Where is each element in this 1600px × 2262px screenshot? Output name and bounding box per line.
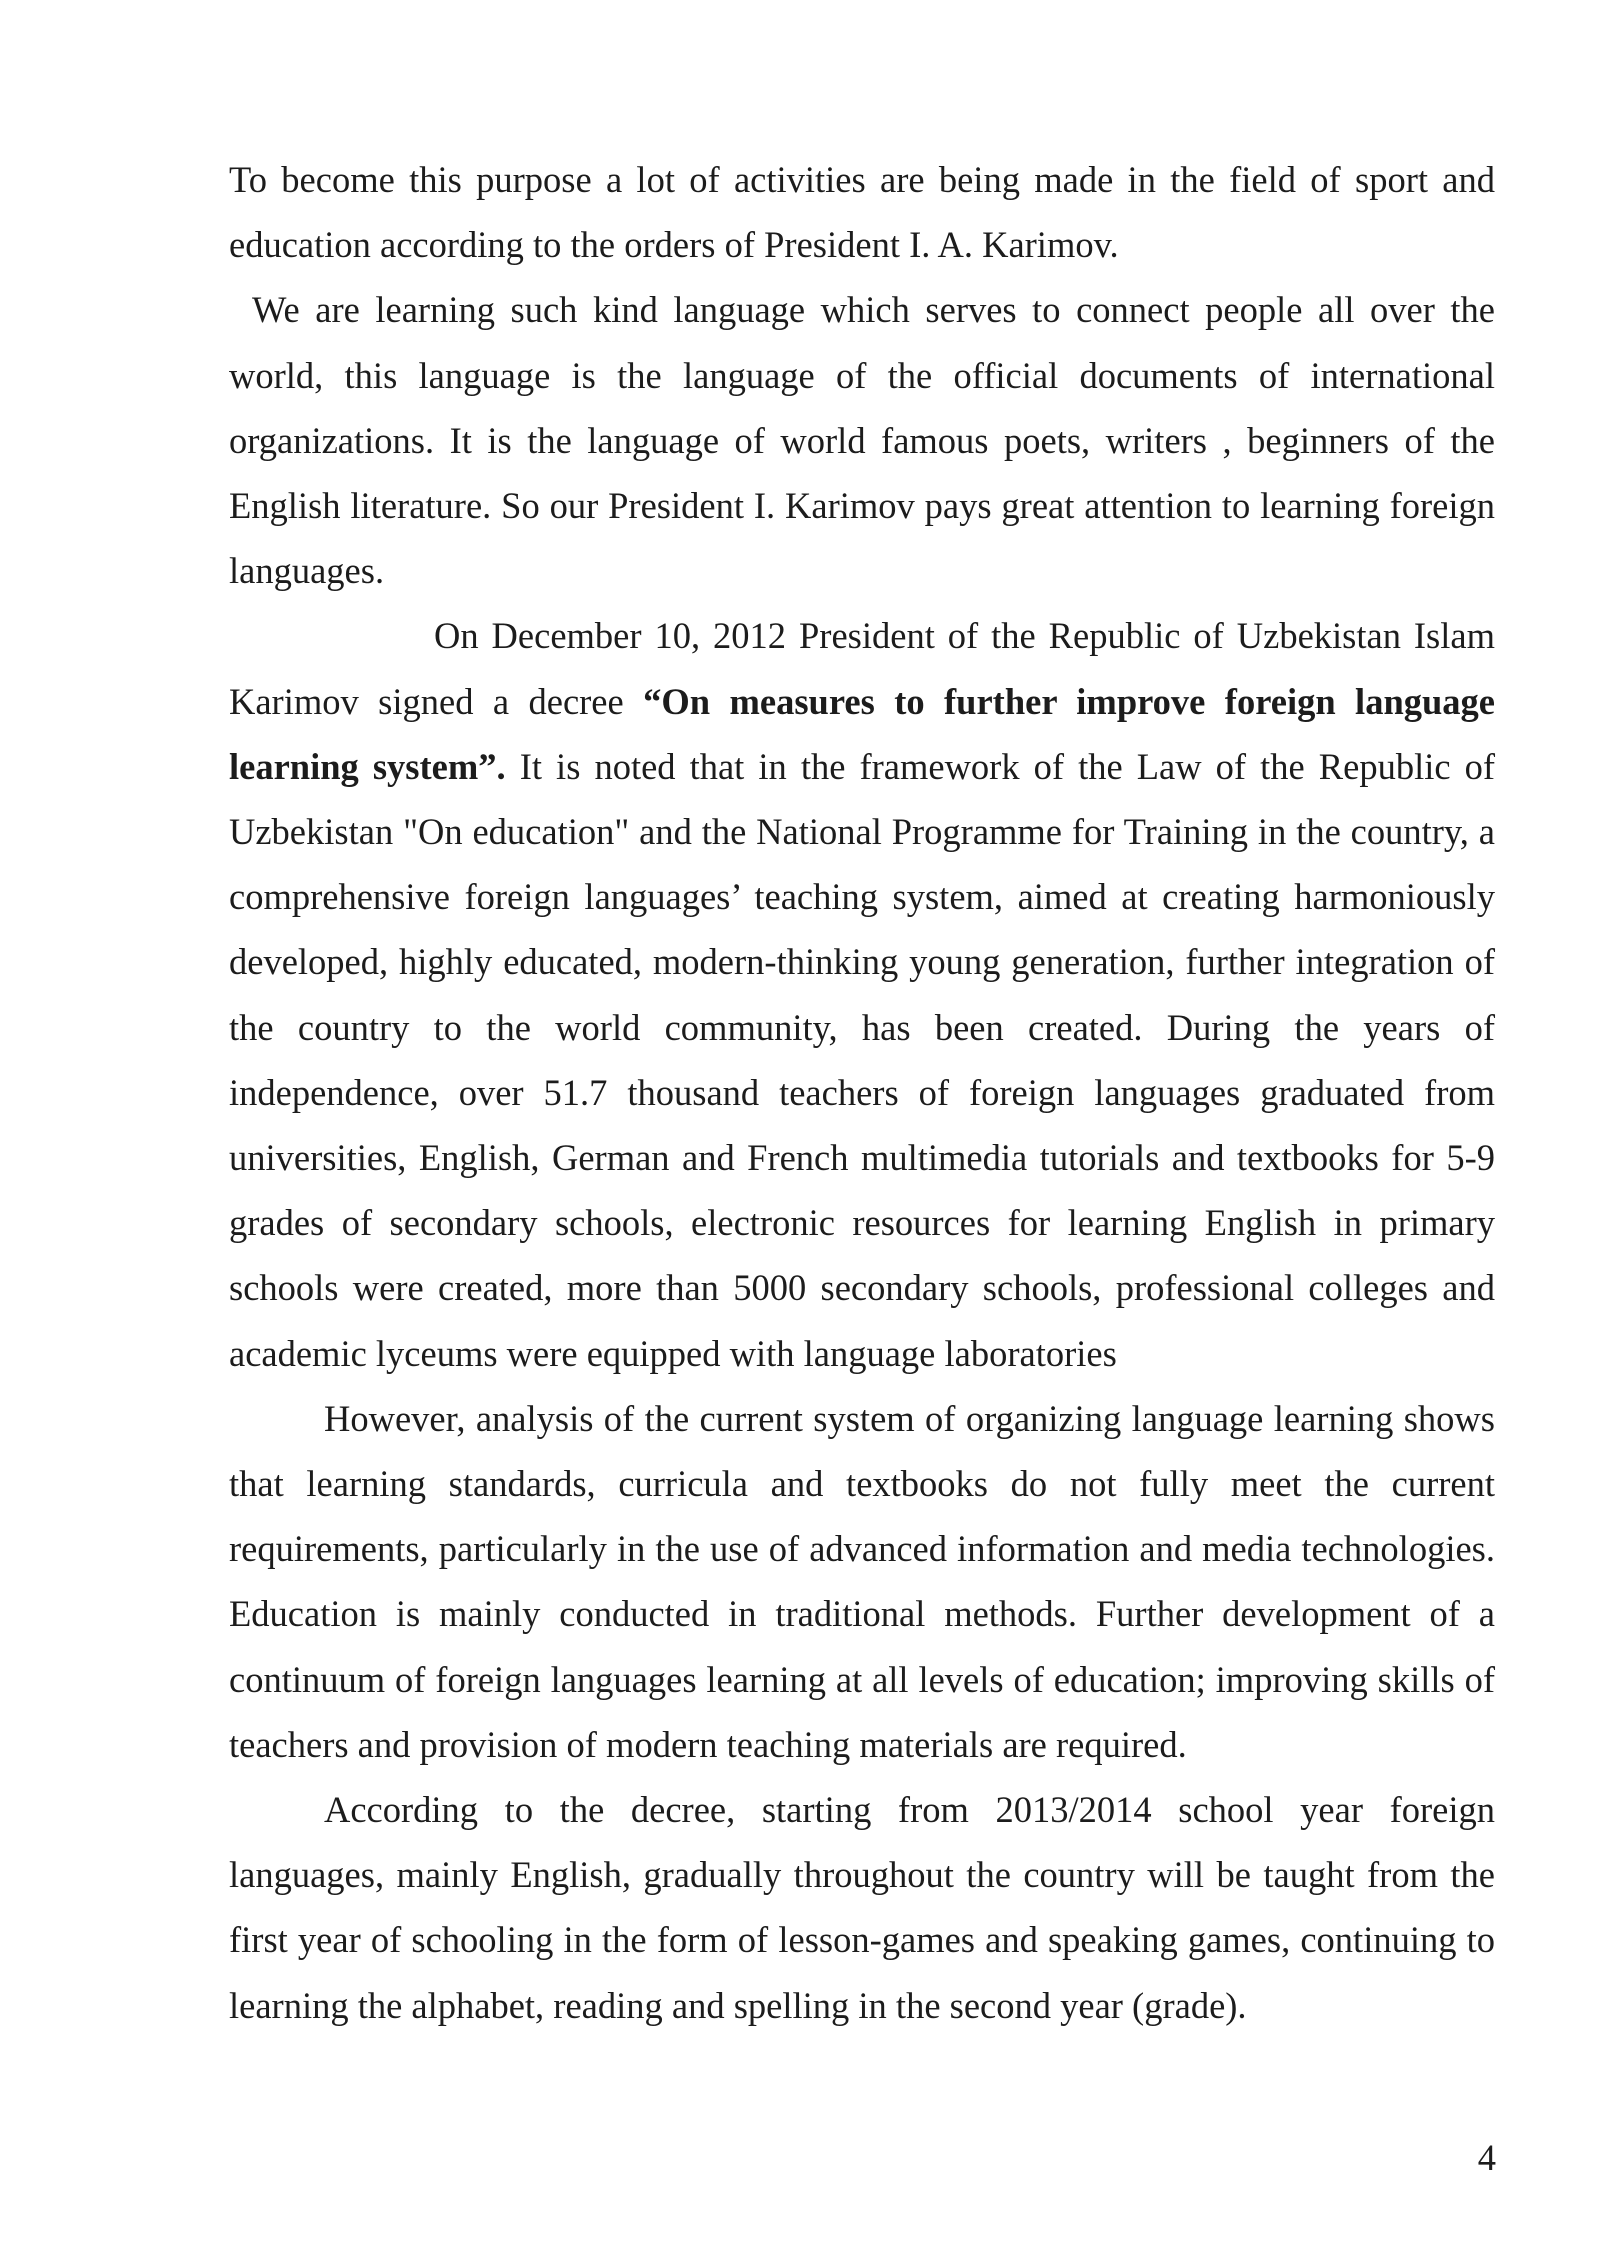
paragraph-3 [229, 603, 1495, 1385]
page-number: 4 [1477, 2137, 1496, 2178]
document-body [229, 147, 1495, 2038]
decree-title: “On measures to further improve foreign language learning system”. [229, 680, 1495, 787]
paragraph-3-rest: It is noted that in the framework of the Law of the Republic of Uzbekistan "On education" and the National Programme for Training in the country, a comprehensive foreign languages’ teaching system, aimed at creating harmoniously developed, highly educated, modern-thinking young generation, further integration of the country to the world community, has been created. During the years of independence, over 51.7 thousand teachers of foreign languages graduated from universities, English, German and French multimedia tutorials and textbooks for 5-9 grades of secondary schools, electronic resources for learning English in primary schools were created, more than 5000 secondary schools, professional colleges and academic lyceums were equipped with language laboratories [229, 745, 1496, 1374]
paragraph-2: We are learning such kind language which serves to connect people all over the world, this language is the language of the official documents of international organizations. It is the language of world famous poets, writers , beginners of the English literature. So our President I. Karimov pays great attention to learning foreign languages. [229, 289, 1495, 592]
paragraph-3-lead: On December 10, 2012 President of the Republic of Uzbekistan Islam Karimov signed a decree [229, 615, 1495, 722]
paragraph-4: However, analysis of the current system of organizing language learning shows that learning standards, curricula and textbooks do not fully meet the current requirements, particularly in the use of advanced information and media technologies. Education is mainly conducted in traditional methods. Further development of a continuum of foreign languages learning at all levels of education; improving skills of teachers and provision of modern teaching materials are required. [229, 1397, 1495, 1765]
paragraph-1: To become this purpose a lot of activities are being made in the field of sport and education according to the orders of President I. A. Karimov. [229, 159, 1495, 266]
paragraph-5: According to the decree, starting from 2013/2014 school year foreign languages, mainly English, gradually throughout the country will be taught from the first year of schooling in the form of lesson-games and speaking games, continuing to learning the alphabet, reading and spelling in the second year (grade). [229, 1789, 1495, 2026]
